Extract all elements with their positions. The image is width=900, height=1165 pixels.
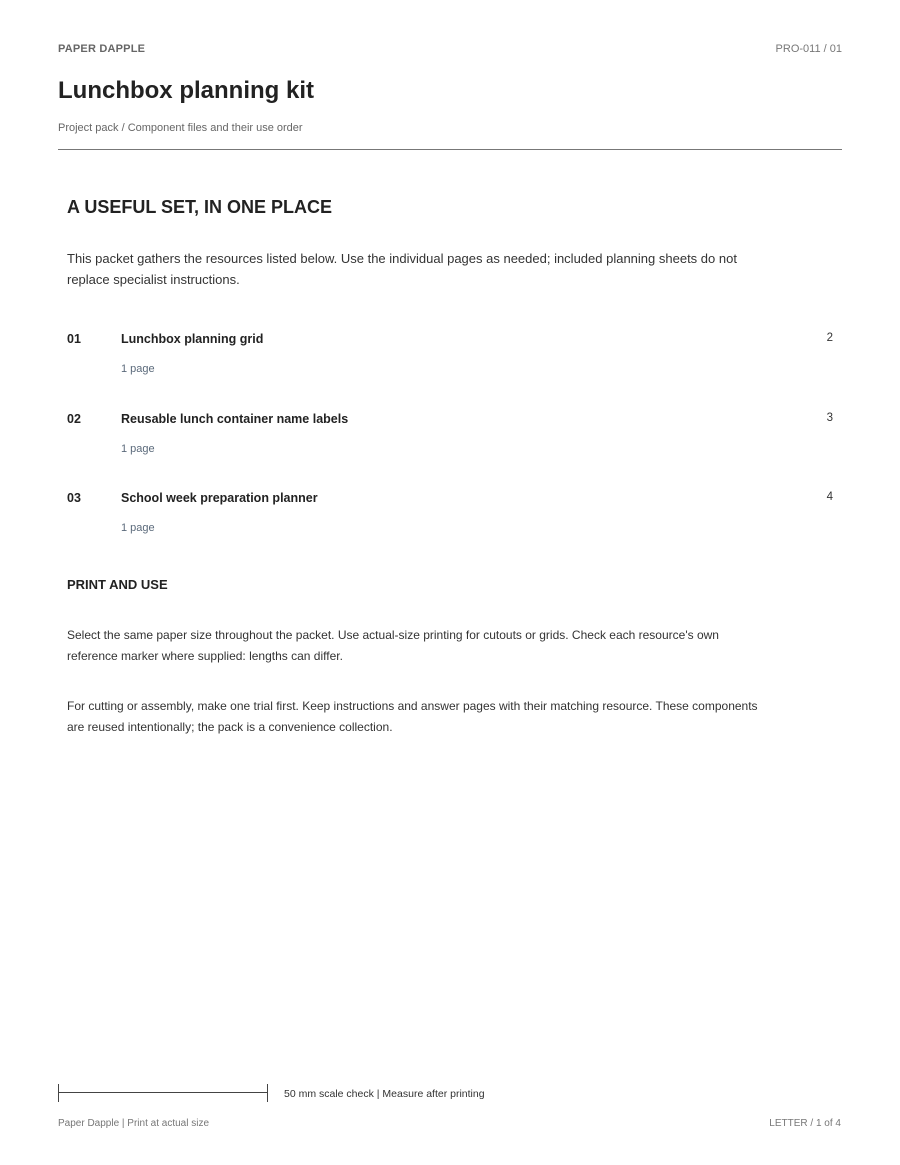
contents-item-title: Lunchbox planning grid (121, 332, 264, 346)
intro-paragraph: This packet gathers the resources listed below. Use the individual pages as needed; included planning sheets do not replace specialist instructions. (67, 251, 737, 287)
contents-item-1 (67, 332, 833, 382)
header-divider (58, 149, 842, 150)
contents-item-page-count: 1 page (121, 363, 155, 375)
page-title: Lunchbox planning kit (58, 77, 314, 104)
document-code: PRO-011 / 01 (775, 43, 842, 55)
page-subtitle: Project pack / Component files and their use order (58, 122, 303, 134)
scale-bar-line (58, 1092, 268, 1093)
document-header-row (58, 43, 842, 57)
contents-item-page-count: 1 page (121, 522, 155, 534)
contents-item-number: 01 (67, 332, 81, 346)
section-heading-overview: A USEFUL SET, IN ONE PLACE (67, 197, 333, 217)
print-instructions-paragraph: Select the same paper size throughout the packet. Use actual-size printing for cutouts or grids. Check each resource's own reference marker where supplied: lengths can differ. (67, 628, 719, 663)
scale-bar-left-tick (58, 1084, 59, 1102)
scale-check-bar (58, 1084, 268, 1102)
contents-item-2 (67, 412, 833, 462)
contents-item-title: Reusable lunch container name labels (121, 412, 349, 426)
scale-check-label: 50 mm scale check | Measure after printing (284, 1088, 485, 1100)
contents-item-3 (67, 491, 833, 541)
contents-item-title: School week preparation planner (121, 491, 318, 505)
footer-print-note: Paper Dapple | Print at actual size (58, 1118, 210, 1129)
brand-name: PAPER DAPPLE (58, 43, 146, 55)
section-heading-print-and-use: PRINT AND USE (67, 577, 168, 592)
contents-item-page-number: 2 (826, 332, 833, 344)
contents-item-number: 02 (67, 412, 81, 426)
assembly-instructions-paragraph: For cutting or assembly, make one trial first. Keep instructions and answer pages with their matching resource. These components are reused intentionally; the pack is a convenience collection. (67, 699, 758, 734)
contents-item-page-count: 1 page (121, 443, 155, 455)
footer-page-indicator: LETTER / 1 of 4 (769, 1118, 841, 1129)
contents-item-number: 03 (67, 491, 81, 505)
contents-item-page-number: 4 (826, 491, 833, 503)
scale-bar-right-tick (267, 1084, 268, 1102)
contents-item-page-number: 3 (826, 412, 833, 424)
